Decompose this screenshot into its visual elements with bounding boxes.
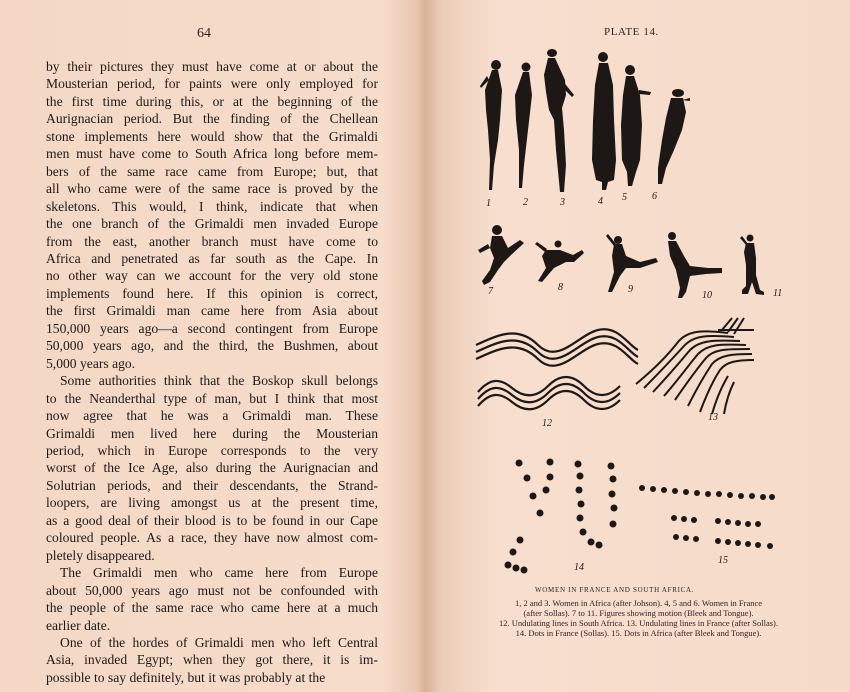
figure-undulating-lines-13 xyxy=(636,318,754,414)
text-line: stone implements here would show that the Grimaldi xyxy=(46,128,378,144)
figure-number: 11 xyxy=(773,288,783,299)
figure-number: 15 xyxy=(718,555,728,566)
text-line: by their pictures they must have come at or about the xyxy=(46,59,378,74)
figure-number: 3 xyxy=(560,197,565,208)
figure-number: 4 xyxy=(598,196,603,207)
figure-woman-3 xyxy=(544,49,574,192)
text-line: as a good deal of their blood is to be found in our Cape xyxy=(46,512,378,528)
text-line: period, which in Europe corresponds to the very xyxy=(46,442,378,458)
caption-text xyxy=(456,598,821,638)
plate-illustrations xyxy=(428,0,850,590)
figure-motion-11 xyxy=(740,235,764,296)
figure-number: 8 xyxy=(558,282,563,293)
text-line: 5,000 years ago. xyxy=(46,355,136,371)
text-line: pletely disappeared. xyxy=(46,547,155,563)
text-line: Aurignacian period. But the finding of the Chellean xyxy=(46,111,378,127)
text-line: loopers, are living amongst us at the present time, xyxy=(46,495,378,511)
figure-dots-15 xyxy=(639,485,775,549)
figure-number: 13 xyxy=(708,412,718,423)
figure-number: 9 xyxy=(628,284,633,295)
figure-number: 7 xyxy=(488,286,493,297)
body-text xyxy=(46,58,378,686)
figure-number: 14 xyxy=(574,562,584,573)
text-line: the first Grimaldi man came here from Asia about xyxy=(46,303,378,319)
figure-woman-5 xyxy=(621,65,651,186)
figure-number: 10 xyxy=(702,290,712,301)
figure-woman-6 xyxy=(658,89,690,184)
text-line: 150,000 years ago—a second contingent from Europe xyxy=(46,320,378,336)
text-line: men must have come to South Africa long before mem- xyxy=(46,146,378,162)
figure-dots-14 xyxy=(505,459,618,574)
page-number: 64 xyxy=(197,26,211,41)
text-line: possible to say definitely, but it was probably at the xyxy=(46,669,326,685)
text-line: the people of the same race who came here at a much xyxy=(46,600,378,616)
right-page xyxy=(428,0,850,692)
figure-motion-7 xyxy=(478,225,524,285)
figure-motion-8 xyxy=(535,241,584,283)
figure-woman-4 xyxy=(592,52,616,190)
text-line: implements found here. If this opinion is correct, xyxy=(46,285,378,301)
caption-line: 14. Dots in France (Sollas). 15. Dots in Africa (after Bleek and Tongue). xyxy=(515,628,762,638)
text-line: 50,000 years ago, and the third, the Bushmen, about xyxy=(46,338,378,354)
text-line: Some authorities think that the Boskop skull belongs xyxy=(60,373,378,389)
text-line: no other way can we account for the very old stone xyxy=(46,268,378,284)
text-line: Mousterian period, for paints were only employed for xyxy=(46,76,378,92)
text-line: all who came were of the same race is proved by the xyxy=(46,181,378,197)
figure-woman-1 xyxy=(480,60,502,190)
figure-motion-10 xyxy=(668,232,722,298)
figure-number: 2 xyxy=(523,197,528,208)
text-line: the first time during this, or at the beginning of the xyxy=(46,93,378,109)
text-line: from the east, another branch must have come to xyxy=(46,233,378,249)
figure-number: 1 xyxy=(486,198,491,209)
caption-title: WOMEN IN FRANCE AND SOUTH AFRICA. xyxy=(535,586,695,594)
text-line: Asia, invaded Egypt; when they got there, it is im- xyxy=(46,652,378,668)
text-line: Solutrian periods, and their descendants, the Strand- xyxy=(46,477,378,493)
caption-line: 12. Undulating lines in South Africa. 13. Undulating lines in France (after Sollas). xyxy=(498,618,779,628)
text-line: worst of the Ice Age, also during the Aurignacian and xyxy=(46,460,378,476)
text-line: coloured people. As a race, they have now almost com- xyxy=(46,530,378,546)
text-line: to the Neanderthal type of man, but I think that most xyxy=(46,390,378,406)
text-line: Africa and penetrated as far south as the Cape. In xyxy=(46,250,378,266)
caption-line: 1, 2 and 3. Women in Africa (after Johson). 4, 5 and 6. Women in France xyxy=(514,598,763,608)
text-line: the one branch of the Grimaldi men invaded Europe xyxy=(46,216,378,232)
text-line: bers of the same race came from Europe; but, that xyxy=(46,163,378,179)
text-line: skeletons. This would, I think, indicate that when xyxy=(46,198,378,214)
text-line: One of the hordes of Grimaldi men who left Central xyxy=(60,634,378,650)
text-line: earlier date. xyxy=(46,617,111,633)
figure-number: 12 xyxy=(542,418,552,429)
text-line: now agree that he was a Grimaldi man. These xyxy=(46,408,378,424)
text-line: Grimaldi men lived here during the Mousterian xyxy=(46,425,378,441)
figure-undulating-lines-12 xyxy=(476,329,638,409)
figure-number: 6 xyxy=(652,191,657,202)
text-line: The Grimaldi men who came here from Europe xyxy=(60,565,378,581)
text-line: about 50,000 years ago must not be confounded with xyxy=(46,582,378,598)
figure-number: 5 xyxy=(622,192,627,203)
caption-line: (after Sollas). 7 to 11. Figures showing motion (Bleek and Tongue). xyxy=(523,608,754,618)
figure-woman-2 xyxy=(515,63,532,189)
plate-label: PLATE 14. xyxy=(604,26,659,38)
